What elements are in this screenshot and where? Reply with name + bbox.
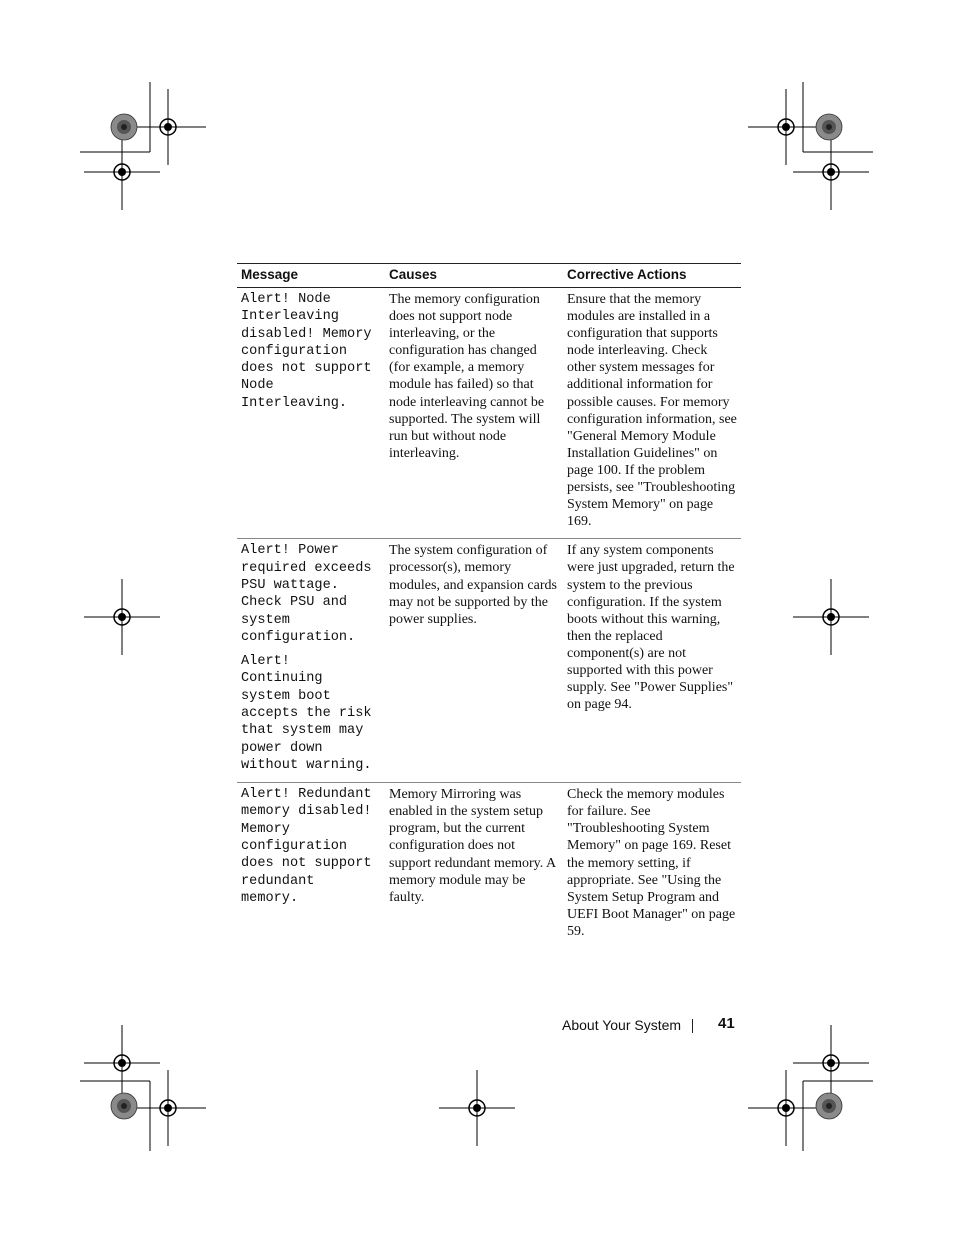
footer-separator [692, 1019, 693, 1033]
actions-cell: Check the memory modules for failure. See "Troubleshooting System Memory" on page 169. Reset the memory setting, if appropriate. See "Using the System Setup Program and UEFI Boot Manager" on page 59. [567, 787, 736, 939]
page-number: 41 [718, 1015, 735, 1032]
header-corrective-actions: Corrective Actions [563, 264, 741, 288]
message-cell [237, 783, 385, 948]
causes-cell: The memory configuration does not support node interleaving, or the configuration has changed (for example, a memory module has failed) so that node interleaving cannot be supported. The system will run but without node interleaving. [385, 288, 563, 539]
table-row [237, 783, 741, 948]
header-message: Message [237, 264, 385, 288]
message-text: Alert! Continuing system boot accepts the risk that system may power down without warning. [241, 654, 372, 773]
system-messages-table [237, 263, 741, 948]
causes-cell: Memory Mirroring was enabled in the system setup program, but the current configuration does not support redundant memory. A memory module may be faulty. [389, 787, 556, 905]
message-text: Alert! Redundant memory disabled! Memory configuration does not support redundant memory. [241, 787, 372, 906]
table-row [237, 539, 741, 783]
header-causes: Causes [385, 264, 563, 288]
causes-cell: The system configuration of processor(s), memory modules, and expansion cards may not be supported by the power supplies. [385, 539, 563, 783]
footer-section-title: About Your System [562, 1017, 682, 1033]
table-row [237, 288, 741, 539]
message-cell [237, 288, 385, 539]
actions-cell: If any system components were just upgraded, return the system to the previous configuration. If the system boots without this warning, then the replaced component(s) are not supported with this power supply. See "Power Supplies" on page 94. [563, 539, 741, 783]
actions-cell: Ensure that the memory modules are installed in a configuration that supports node interleaving. Check other system messages for additional information for possible causes. For memory configuration information, see "General Memory Module Installation Guidelines" on page 100. If the problem persists, see "Troubleshooting System Memory" on page 169. [563, 288, 741, 539]
page-footer [0, 1014, 954, 1038]
message-cell [237, 539, 385, 783]
message-text: Alert! Node Interleaving disabled! Memory configuration does not support Node Interleaving. [241, 292, 372, 411]
message-text: Alert! Power required exceeds PSU wattage. Check PSU and system configuration. [241, 543, 372, 645]
table-header-row [237, 264, 741, 288]
